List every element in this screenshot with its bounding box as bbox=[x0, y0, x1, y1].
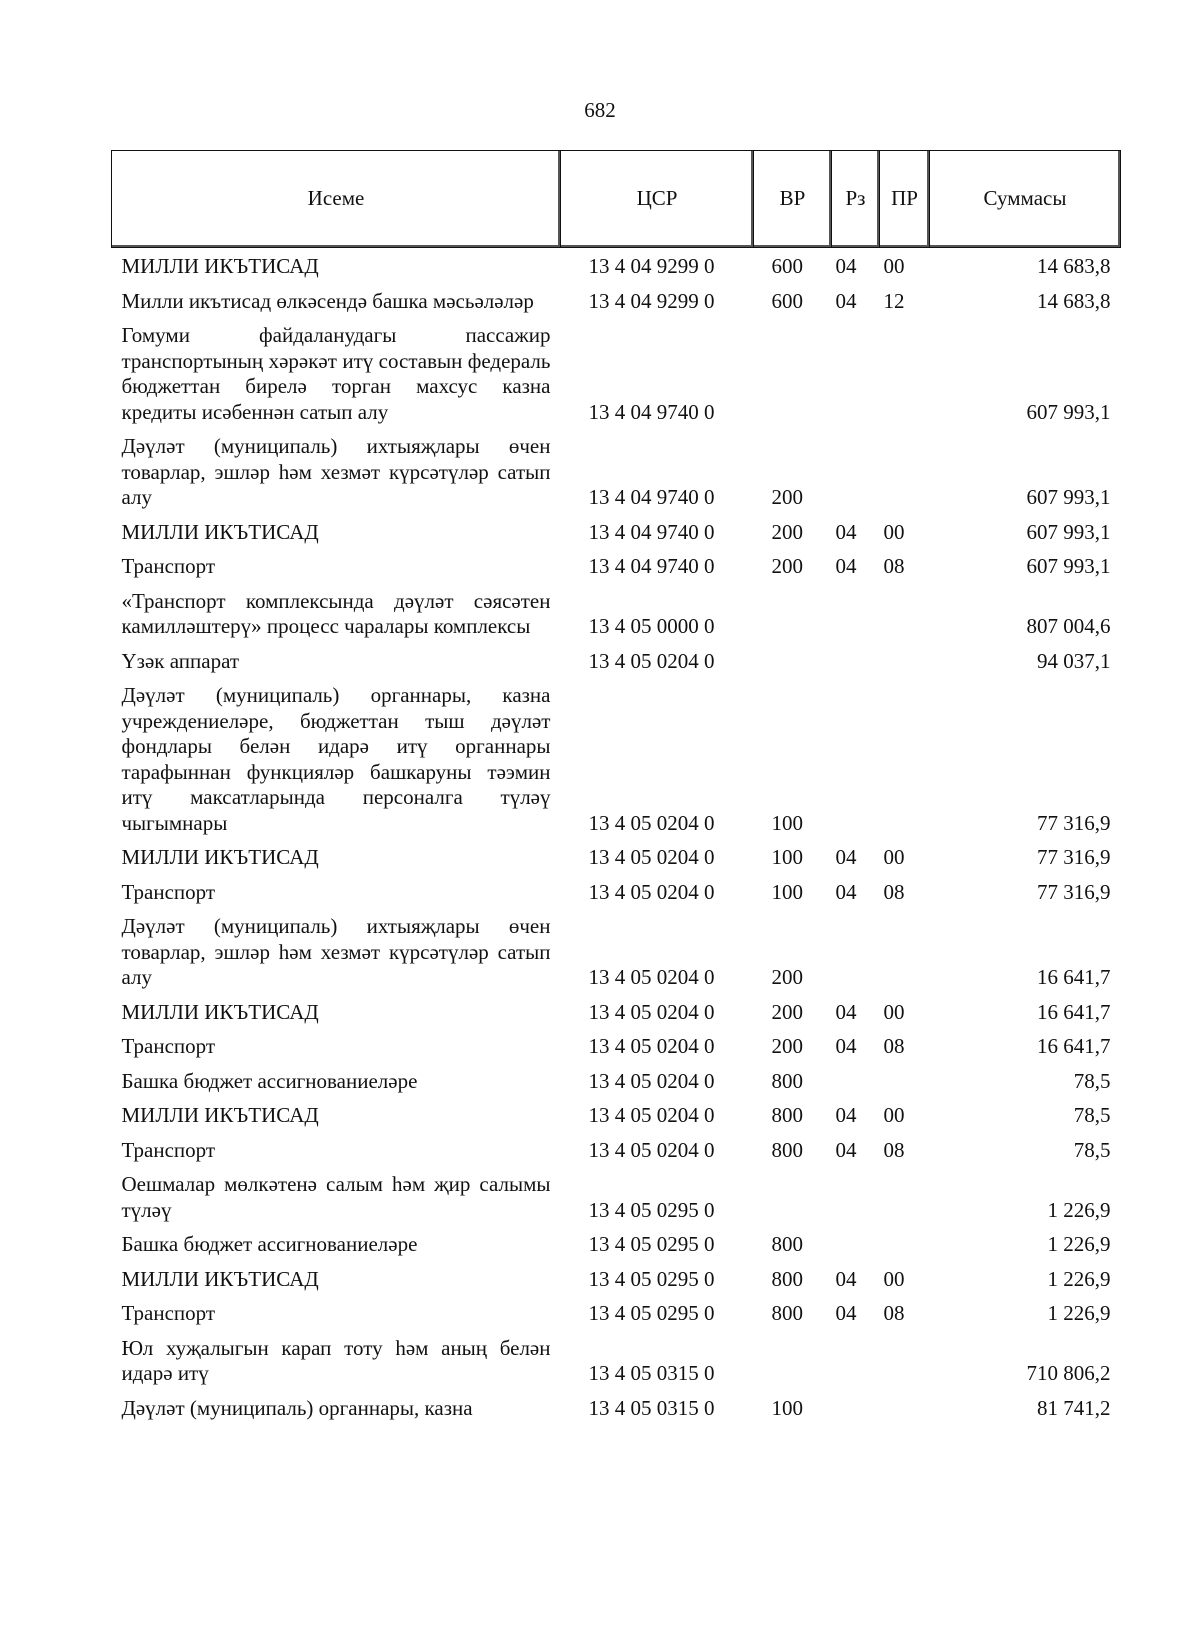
cell-rz: 04 bbox=[835, 519, 857, 544]
cell-rz bbox=[832, 317, 880, 428]
cell-pr: 00 bbox=[883, 1103, 905, 1127]
cell-name: Башка бюджет ассигнованиеләре bbox=[121, 1068, 418, 1093]
cell-vr: 100 bbox=[771, 879, 803, 904]
cell-name: МИЛЛИ ИКЪТИСАД bbox=[121, 1266, 319, 1291]
cell-sum: 16 641,7 bbox=[1037, 999, 1111, 1024]
cell-csr: 13 4 05 0295 0 bbox=[588, 1301, 715, 1325]
cell-sum: 1 226,9 bbox=[1047, 1197, 1111, 1222]
cell-name: МИЛЛИ ИКЪТИСАД bbox=[121, 999, 319, 1024]
header-name: Исеме bbox=[112, 151, 561, 248]
page-number: 682 bbox=[584, 98, 616, 122]
cell-csr: 13 4 04 9740 0 bbox=[588, 554, 715, 578]
header-row bbox=[112, 151, 1121, 248]
cell-vr: 800 bbox=[771, 1068, 803, 1093]
budget-table bbox=[111, 150, 1121, 1424]
cell-name: Транспорт bbox=[121, 879, 216, 904]
table-row bbox=[112, 583, 1121, 643]
cell-vr: 600 bbox=[771, 254, 803, 278]
cell-pr: 00 bbox=[883, 254, 905, 278]
table-row bbox=[112, 839, 1121, 874]
cell-sum: 81 741,2 bbox=[1037, 1395, 1111, 1420]
cell-pr: 08 bbox=[883, 1301, 905, 1325]
cell-sum: 1 226,9 bbox=[1047, 1301, 1111, 1325]
cell-name: Башка бюджет ассигнованиеләре bbox=[121, 1232, 418, 1256]
cell-pr bbox=[880, 1166, 930, 1226]
table-row bbox=[112, 1330, 1121, 1390]
cell-sum: 77 316,9 bbox=[1037, 879, 1111, 904]
cell-rz bbox=[832, 1166, 880, 1226]
table-row bbox=[112, 1390, 1121, 1425]
cell-rz: 04 bbox=[835, 254, 857, 278]
table-row bbox=[112, 874, 1121, 909]
cell-pr: 00 bbox=[883, 519, 905, 544]
cell-csr: 13 4 05 0204 0 bbox=[588, 1068, 715, 1093]
cell-sum: 607 993,1 bbox=[1026, 399, 1111, 424]
header-rz: Рз bbox=[832, 151, 880, 248]
cell-name: Дәүләт (муниципаль) ихтыяҗлары өчен товарлар, эшләр һәм хезмәт күрсәтүләр сатып алу bbox=[121, 914, 551, 989]
header-vr: ВР bbox=[754, 151, 832, 248]
cell-name: МИЛЛИ ИКЪТИСАД bbox=[121, 845, 319, 869]
cell-vr: 200 bbox=[771, 965, 803, 989]
cell-pr bbox=[880, 908, 930, 994]
cell-rz: 04 bbox=[835, 1301, 857, 1325]
cell-sum: 77 316,9 bbox=[1037, 845, 1111, 869]
table-row bbox=[112, 1028, 1121, 1063]
cell-sum: 807 004,6 bbox=[1026, 614, 1111, 638]
cell-vr: 100 bbox=[771, 810, 803, 835]
cell-vr: 100 bbox=[771, 845, 803, 869]
cell-sum: 1 226,9 bbox=[1047, 1266, 1111, 1291]
cell-csr: 13 4 05 0204 0 bbox=[588, 999, 715, 1024]
cell-csr: 13 4 05 0315 0 bbox=[588, 1361, 715, 1385]
cell-vr: 800 bbox=[771, 1137, 803, 1162]
table-row bbox=[112, 677, 1121, 839]
cell-pr bbox=[880, 1063, 930, 1098]
cell-name: Юл хуҗалыгын карап тоту һәм аның белән идарә итү bbox=[121, 1335, 551, 1385]
cell-sum: 1 226,9 bbox=[1047, 1232, 1111, 1256]
cell-sum: 16 641,7 bbox=[1037, 1034, 1111, 1058]
cell-pr bbox=[880, 317, 930, 428]
table-row bbox=[112, 283, 1121, 318]
table-row bbox=[112, 1063, 1121, 1098]
cell-pr bbox=[880, 1226, 930, 1261]
cell-csr: 13 4 05 0295 0 bbox=[588, 1197, 715, 1222]
cell-rz bbox=[832, 643, 880, 678]
cell-vr bbox=[754, 317, 832, 428]
cell-rz bbox=[832, 1226, 880, 1261]
table-row bbox=[112, 317, 1121, 428]
cell-name: Үзәк аппарат bbox=[121, 648, 240, 673]
cell-rz bbox=[832, 1330, 880, 1390]
cell-vr bbox=[754, 1166, 832, 1226]
cell-rz: 04 bbox=[835, 554, 857, 578]
cell-name: Транспорт bbox=[121, 1301, 216, 1325]
table-row bbox=[112, 1132, 1121, 1167]
cell-vr bbox=[754, 1330, 832, 1390]
cell-name: Транспорт bbox=[121, 554, 216, 578]
cell-pr: 08 bbox=[883, 1034, 905, 1058]
cell-pr: 00 bbox=[883, 845, 905, 869]
cell-rz: 04 bbox=[835, 1103, 857, 1127]
cell-csr: 13 4 05 0204 0 bbox=[588, 1103, 715, 1127]
cell-csr: 13 4 05 0204 0 bbox=[588, 879, 715, 904]
cell-rz: 04 bbox=[835, 1266, 857, 1291]
table-row bbox=[112, 1226, 1121, 1261]
cell-name: «Транспорт комплексында дәүләт сәясәтен камилләштерү» процесс чаралары комплексы bbox=[121, 588, 551, 638]
cell-name: Транспорт bbox=[121, 1137, 216, 1162]
cell-sum: 16 641,7 bbox=[1037, 965, 1111, 989]
cell-pr bbox=[880, 1390, 930, 1425]
cell-csr: 13 4 05 0295 0 bbox=[588, 1266, 715, 1291]
table-header bbox=[112, 151, 1121, 248]
cell-rz: 04 bbox=[835, 1034, 857, 1058]
cell-csr: 13 4 05 0315 0 bbox=[588, 1395, 715, 1420]
cell-rz bbox=[832, 1390, 880, 1425]
cell-csr: 13 4 05 0204 0 bbox=[588, 845, 715, 869]
cell-rz: 04 bbox=[835, 999, 857, 1024]
cell-name: Дәүләт (муниципаль) ихтыяҗлары өчен товарлар, эшләр һәм хезмәт күрсәтүләр сатып алу bbox=[121, 434, 551, 509]
cell-name: Гомуми файдаланудагы пассажир транспортының хәрәкәт итү составын федераль бюджеттан бирелә торган махсус казна кредиты исәбеннән сатып алу bbox=[121, 323, 551, 424]
cell-pr: 08 bbox=[883, 1137, 905, 1162]
cell-csr: 13 4 05 0295 0 bbox=[588, 1232, 715, 1256]
table-row bbox=[112, 514, 1121, 549]
cell-name: МИЛЛИ ИКЪТИСАД bbox=[121, 254, 319, 278]
cell-vr: 800 bbox=[771, 1232, 803, 1256]
cell-vr: 200 bbox=[771, 485, 803, 509]
table-row bbox=[112, 643, 1121, 678]
cell-sum: 710 806,2 bbox=[1026, 1361, 1111, 1385]
cell-csr: 13 4 04 9740 0 bbox=[588, 519, 715, 544]
cell-pr bbox=[880, 677, 930, 839]
cell-csr: 13 4 05 0204 0 bbox=[588, 648, 715, 673]
cell-sum: 78,5 bbox=[1073, 1137, 1111, 1162]
cell-rz bbox=[832, 677, 880, 839]
cell-rz bbox=[832, 1063, 880, 1098]
cell-vr bbox=[754, 583, 832, 643]
cell-pr bbox=[880, 583, 930, 643]
cell-rz bbox=[832, 583, 880, 643]
cell-vr bbox=[754, 643, 832, 678]
cell-name: Дәүләт (муниципаль) органнары, казна bbox=[121, 1395, 473, 1420]
cell-csr: 13 4 05 0204 0 bbox=[588, 810, 715, 835]
cell-pr bbox=[880, 1330, 930, 1390]
table-row bbox=[112, 1097, 1121, 1132]
table-row bbox=[112, 1295, 1121, 1330]
table-row bbox=[112, 248, 1121, 283]
table-row bbox=[112, 994, 1121, 1029]
cell-csr: 13 4 05 0204 0 bbox=[588, 965, 715, 989]
cell-csr: 13 4 04 9740 0 bbox=[588, 399, 715, 424]
table-row bbox=[112, 428, 1121, 514]
cell-pr: 08 bbox=[883, 879, 905, 904]
cell-csr: 13 4 04 9299 0 bbox=[588, 288, 715, 313]
cell-vr: 200 bbox=[771, 999, 803, 1024]
cell-name: МИЛЛИ ИКЪТИСАД bbox=[121, 1103, 319, 1127]
cell-pr: 00 bbox=[883, 1266, 905, 1291]
cell-pr: 12 bbox=[883, 288, 905, 313]
cell-vr: 200 bbox=[771, 1034, 803, 1058]
cell-name: Дәүләт (муниципаль) органнары, казна учреждениеләре, бюджеттан тыш дәүләт фондлары белән идарә итү органнары тарафыннан функцияләр башкаруны тәэмин итү максатларында персоналга түләү чыгымнары bbox=[121, 683, 551, 835]
cell-pr bbox=[880, 428, 930, 514]
cell-pr: 00 bbox=[883, 999, 905, 1024]
cell-vr: 800 bbox=[771, 1301, 803, 1325]
cell-pr bbox=[880, 643, 930, 678]
cell-name: МИЛЛИ ИКЪТИСАД bbox=[121, 519, 319, 544]
cell-vr: 800 bbox=[771, 1103, 803, 1127]
cell-sum: 14 683,8 bbox=[1037, 254, 1111, 278]
cell-name: Транспорт bbox=[121, 1034, 216, 1058]
cell-sum: 94 037,1 bbox=[1037, 648, 1111, 673]
cell-csr: 13 4 04 9740 0 bbox=[588, 485, 715, 509]
cell-vr: 200 bbox=[771, 554, 803, 578]
cell-sum: 78,5 bbox=[1073, 1068, 1111, 1093]
cell-csr: 13 4 05 0000 0 bbox=[588, 614, 715, 638]
header-sum: Суммасы bbox=[930, 151, 1121, 248]
cell-rz: 04 bbox=[835, 288, 857, 313]
cell-rz bbox=[832, 428, 880, 514]
cell-sum: 14 683,8 bbox=[1037, 288, 1111, 313]
cell-rz: 04 bbox=[835, 879, 857, 904]
cell-sum: 77 316,9 bbox=[1037, 810, 1111, 835]
cell-sum: 607 993,1 bbox=[1026, 554, 1111, 578]
cell-sum: 607 993,1 bbox=[1026, 519, 1111, 544]
cell-sum: 607 993,1 bbox=[1026, 485, 1111, 509]
header-csr: ЦСР bbox=[561, 151, 754, 248]
cell-rz bbox=[832, 908, 880, 994]
table-row bbox=[112, 1261, 1121, 1296]
cell-rz: 04 bbox=[835, 845, 857, 869]
cell-vr: 600 bbox=[771, 288, 803, 313]
table-row bbox=[112, 1166, 1121, 1226]
table-row bbox=[112, 548, 1121, 583]
cell-vr: 800 bbox=[771, 1266, 803, 1291]
header-pr: ПР bbox=[880, 151, 930, 248]
cell-sum: 78,5 bbox=[1073, 1103, 1111, 1127]
cell-rz: 04 bbox=[835, 1137, 857, 1162]
cell-csr: 13 4 05 0204 0 bbox=[588, 1137, 715, 1162]
cell-name: Оешмалар мөлкәтенә салым һәм җир салымы түләү bbox=[121, 1172, 551, 1222]
cell-csr: 13 4 04 9299 0 bbox=[588, 254, 715, 278]
cell-name: Милли икътисад өлкәсендә башка мәсьәләләр bbox=[121, 288, 534, 313]
cell-pr: 08 bbox=[883, 554, 905, 578]
table-body bbox=[112, 248, 1121, 1425]
table-row bbox=[112, 908, 1121, 994]
cell-vr: 100 bbox=[771, 1395, 803, 1420]
cell-csr: 13 4 05 0204 0 bbox=[588, 1034, 715, 1058]
cell-vr: 200 bbox=[771, 519, 803, 544]
